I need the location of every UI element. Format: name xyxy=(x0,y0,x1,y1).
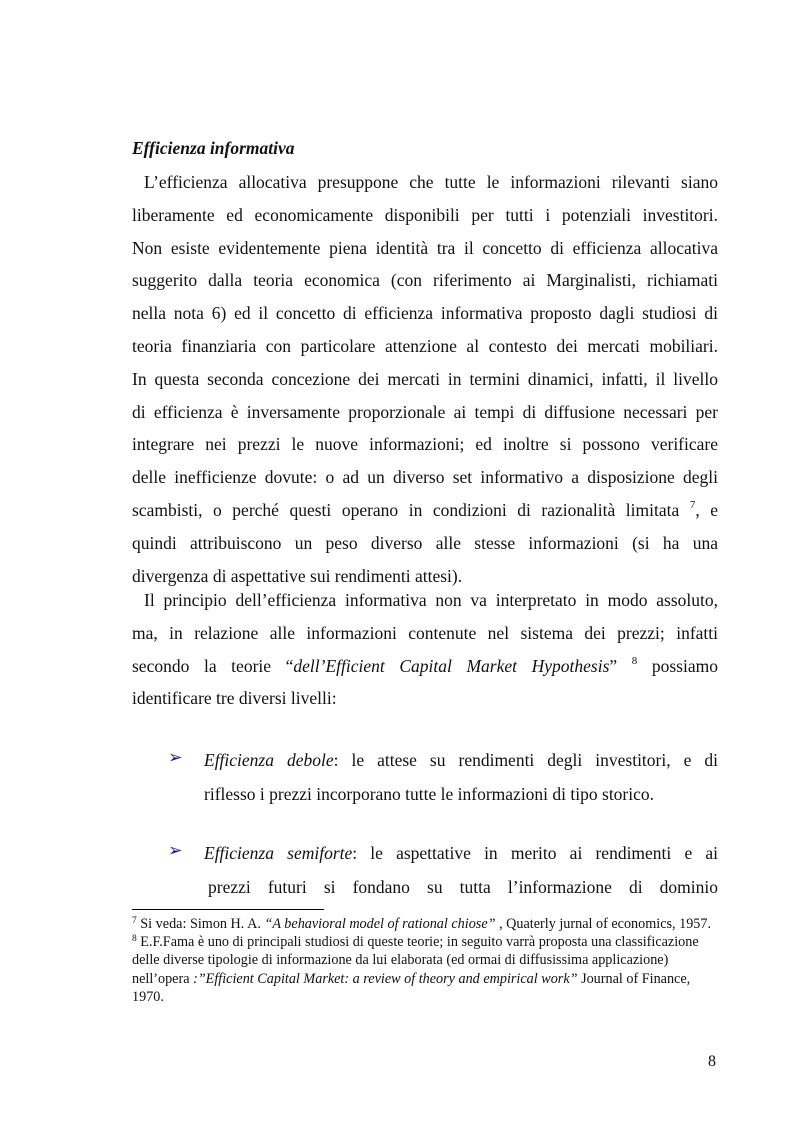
italic-title: dell’Efficient Capital Market Hypothesis xyxy=(293,655,610,676)
text-fragment: secondo la teorie “ xyxy=(132,655,294,676)
footnote-number: 7 xyxy=(132,916,137,926)
paragraph-allocative-efficiency xyxy=(132,166,718,592)
text-fragment: : le aspettative in merito ai rendimenti e ai xyxy=(352,843,718,863)
text-line: Il principio dell’efficienza informativa non va interpretato in modo assoluto, xyxy=(144,590,718,610)
text-line: riflesso i prezzi incorporano tutte le informazioni di tipo storico. xyxy=(204,783,655,804)
bullet-item-weak-efficiency xyxy=(204,744,718,811)
text-line: L’efficienza allocativa presuppone che tutte le informazioni rilevanti siano xyxy=(144,172,718,192)
text-fragment: Journal of Finance, 1970. xyxy=(132,970,691,1005)
text-line: integrare nei prezzi le nuove informazioni; ed inoltre si possono verificare xyxy=(132,434,718,455)
text-line: nella nota 6) ed il concetto di efficienza informativa proposto dagli studiosi di xyxy=(132,303,718,324)
footnote-7 xyxy=(132,915,718,933)
arrow-bullet-icon: ➢ xyxy=(168,841,183,861)
text-fragment: possiamo xyxy=(637,655,718,676)
text-line xyxy=(132,494,718,527)
text-line xyxy=(132,650,718,683)
text-line: quindi attribuiscono un peso diverso alle stesse informazioni (si ha una xyxy=(132,532,718,553)
italic-title: “A behavioral model of rational chiose” xyxy=(264,916,496,932)
text-fragment: scambisti, o perché questi operano in condizioni di razionalità limitata xyxy=(132,499,690,520)
footnote-number: 8 xyxy=(132,934,137,945)
text-fragment: , Quaterly jurnal of economics, 1957. xyxy=(495,916,712,932)
text-fragment: : le attese su rendimenti degli investitori, e di xyxy=(333,750,718,770)
footnote-ref-7: 7 xyxy=(689,498,696,511)
footnote-8 xyxy=(132,933,718,1006)
footnote-ref-8: 8 xyxy=(631,654,638,667)
bullet-term: Efficienza semiforte xyxy=(204,843,353,863)
text-line: liberamente ed economicamente disponibili per tutti i potenziali investitori. xyxy=(132,204,718,225)
text-line: delle inefficienze dovute: o ad un diverso set informativo a disposizione degli xyxy=(132,467,718,488)
text-line: In questa seconda concezione dei mercati in termini dinamici, infatti, il livello xyxy=(132,368,718,389)
page-number: 8 xyxy=(708,1053,716,1070)
footnote-separator xyxy=(132,909,324,910)
text-line: Non esiste evidentemente piena identità tra il concetto di efficienza allocativa xyxy=(132,237,718,258)
text-fragment: E.F.Fama è uno di principali studiosi di queste teorie; in seguito varrà proposta una classificazione delle diverse tipologie di informazione da lui elaborata (ed ormai di diffusissima applicazione) nell’opera xyxy=(132,934,699,987)
text-line: di efficienza è inversamente proporzionale ai tempi di diffusione necessari per xyxy=(132,401,718,422)
text-line: suggerito dalla teoria economica (con riferimento ai Marginalisti, richiamati xyxy=(132,270,718,291)
text-line: ma, in relazione alle informazioni contenute nel sistema dei prezzi; infatti xyxy=(132,622,718,643)
text-line xyxy=(204,744,718,778)
text-line: prezzi futuri si fondano su tutta l’informazione di dominio xyxy=(208,876,718,897)
paragraph-information-efficiency xyxy=(132,584,718,715)
text-line xyxy=(204,837,718,871)
text-fragment: , e xyxy=(695,499,718,520)
bullet-item-semistrong-efficiency xyxy=(204,837,718,904)
italic-title: :”Efficient Capital Market: a review of theory and empirical work” xyxy=(193,970,578,987)
text-line: teoria finanziaria con particolare attenzione al contesto dei mercati mobiliari. xyxy=(132,335,718,356)
arrow-bullet-icon: ➢ xyxy=(168,748,183,768)
text-line: divergenza di aspettative sui rendimenti attesi). xyxy=(132,565,463,586)
footnotes xyxy=(132,915,718,1006)
bullet-term: Efficienza debole xyxy=(204,750,334,770)
text-fragment: Si veda: Simon H. A. xyxy=(136,916,265,932)
text-fragment: ” xyxy=(609,655,632,676)
text-line: identificare tre diversi livelli: xyxy=(132,688,337,709)
section-heading: Efficienza informativa xyxy=(132,138,295,158)
